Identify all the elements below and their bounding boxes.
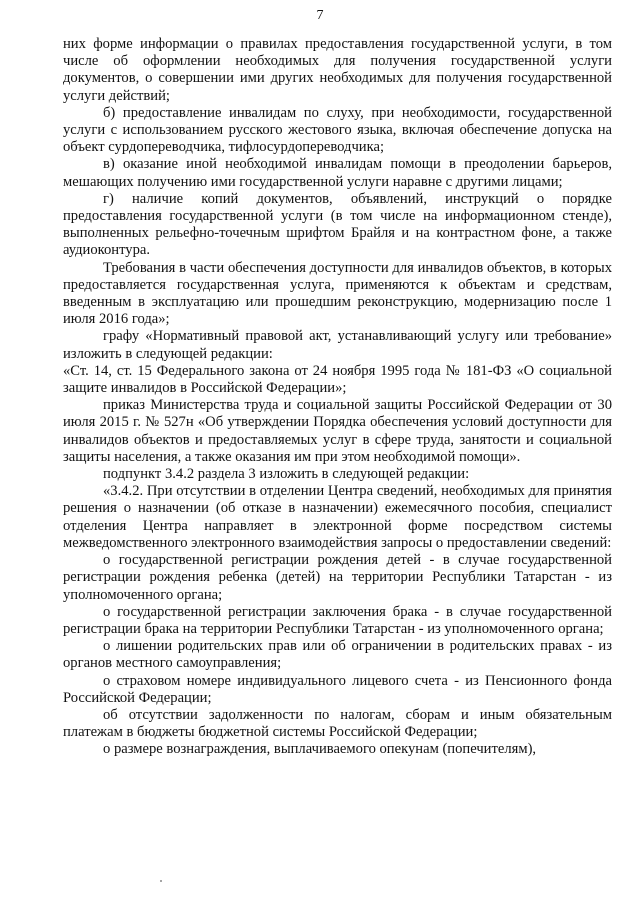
paragraph: о государственной регистрации заключения брака - в случае государственной регистрации брака на территории Республики Татарстан - из уполномоченного органа; <box>63 603 612 637</box>
paragraph: об отсутствии задолженности по налогам, сборам и иным обязательным платежам в бюджеты бюджетной системы Российской Федерации; <box>63 706 612 741</box>
paragraph: «3.4.2. При отсутствии в отделении Центра сведений, необходимых для принятия решения о назначении (об отказе в назначении) ежемесячного пособия, специалист отделения Центра направляет в электронной форме посредством системы межведомственного электронного взаимодействия запросы о предоставлении сведений: <box>63 483 612 551</box>
paragraph: г) наличие копий документов, объявлений, инструкций о порядке предоставления государственной услуги (в том числе на информационном стенде), выполненных рельефно-точечным шрифтом Брайля и на контрастном фоне, а также аудиоконтура. <box>63 190 612 259</box>
paragraph: б) предоставление инвалидам по слуху, при необходимости, государственной услуги с использованием русского жестового языка, включая обеспечение допуска на объект сурдопереводчика, тифлосурдопереводчика; <box>63 104 612 156</box>
paragraph: о страховом номере индивидуального лицевого счета - из Пенсионного фонда Российской Федерации; <box>63 672 612 706</box>
paragraph: «Ст. 14, ст. 15 Федерального закона от 24 ноября 1995 года № 181-ФЗ «О социальной защите инвалидов в Российской Федерации»; <box>63 362 612 397</box>
scan-speck <box>160 880 162 882</box>
paragraph: подпункт 3.4.2 раздела 3 изложить в следующей редакции: <box>103 466 470 483</box>
paragraph: о лишении родительских прав или об ограничении в родительских правах - из органов местного самоуправления; <box>63 638 612 672</box>
paragraph: о государственной регистрации рождения детей - в случае государственной регистрации рождения ребенка (детей) на территории Республики Татарстан - из уполномоченного органа; <box>63 552 612 603</box>
page-number: 7 <box>316 8 324 23</box>
paragraph: графу «Нормативный правовой акт, устанавливающий услугу или требование» изложить в следующей редакции: <box>63 328 612 362</box>
paragraph: Требования в части обеспечения доступности для инвалидов объектов, в которых предоставляется государственная услуга, применяются к объектам и средствам, введенным в эксплуатацию или прошедшим реконструкцию, модернизацию после 1 июля 2016 года»; <box>63 259 612 328</box>
paragraph: них форме информации о правилах предоставления государственной услуги, в том числе об оформлении необходимых для получения государственной услуги документов, о совершении ими других необходимых для получения государственной услуги действий; <box>63 36 612 104</box>
paragraph: приказ Министерства труда и социальной защиты Российской Федерации от 30 июля 2015 г. № 527н «Об утверждении Порядка обеспечения условий доступности для инвалидов объектов и предоставляемых услуг в сфере труда, занятости и социальной защиты населения, а также оказания им при этом необходимой помощи». <box>63 397 612 465</box>
document-body <box>63 36 612 759</box>
paragraph: в) оказание иной необходимой инвалидам помощи в преодолении барьеров, мешающих получению ими государственной услуги наравне с другими лицами; <box>63 156 612 190</box>
paragraph: о размере вознаграждения, выплачиваемого опекунам (попечителям), <box>103 741 537 758</box>
